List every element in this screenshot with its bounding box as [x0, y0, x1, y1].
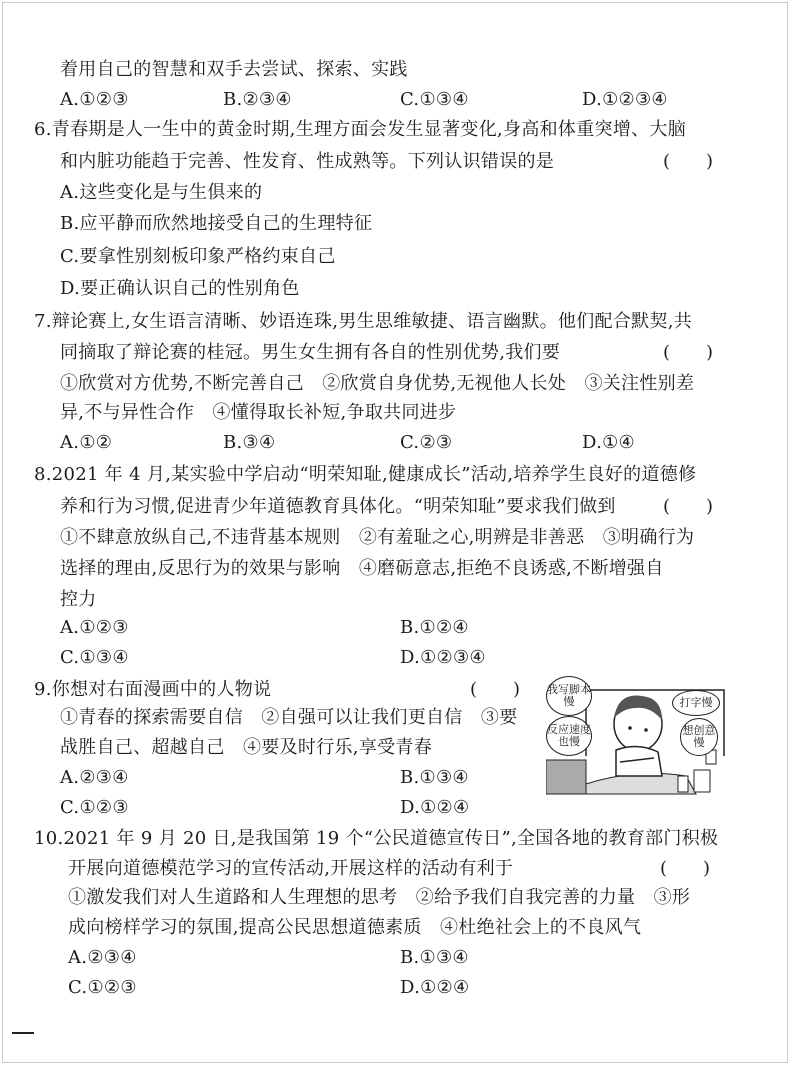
q6-option-d: D.要正确认识自己的性别角色: [60, 278, 300, 299]
q8-statements-line3: 控力: [60, 589, 97, 610]
q9-answer-bracket: ( ): [470, 679, 521, 700]
q8-option-d: D.①②③④: [400, 647, 486, 668]
q10-option-a: A.②③④: [68, 947, 137, 968]
q10-answer-bracket: ( ): [660, 858, 711, 879]
q8-stem-line1: 8.2021 年 4 月,某实验中学启动“明荣知耻,健康成长”活动,培养学生良好的道德修: [34, 464, 697, 485]
q8-statements-line1: ①不肆意放纵自己,不违背基本规则 ②有羞耻之心,明辨是非善恶 ③明确行为: [60, 527, 695, 548]
option-d: D.①②③④: [582, 89, 668, 110]
q9-option-b: B.①③④: [400, 767, 469, 788]
q10-stem-line2: 开展向道德模范学习的宣传活动,开展这样的活动有利于: [68, 858, 514, 879]
q9-statements-line1: ①青春的探索需要自信 ②自强可以让我们更自信 ③要: [60, 707, 518, 728]
q10-statements-line1: ①激发我们对人生道路和人生理想的思考 ②给予我们自我完善的力量 ③形: [68, 887, 691, 908]
q6-stem-line2: 和内脏功能趋于完善、性发育、性成熟等。下列认识错误的是: [60, 151, 555, 172]
q8-option-b: B.①②④: [400, 617, 469, 638]
speech-bubble: 反应速度也慢: [546, 716, 592, 756]
q9-option-a: A.②③④: [60, 767, 129, 788]
option-c: C.①③④: [400, 89, 469, 110]
q8-stem-line2: 养和行为习惯,促进青少年道德教育具体化。“明荣知耻”要求我们做到: [60, 496, 616, 517]
q10-stem-line1: 10.2021 年 9 月 20 日,是我国第 19 个“公民道德宣传日”,全国各地的教育部门积极: [34, 828, 719, 849]
q10-option-c: C.①②③: [68, 977, 137, 998]
q6-option-a: A.这些变化是与生俱来的: [60, 182, 263, 203]
q6-answer-bracket: ( ): [663, 151, 714, 172]
q9-statements-line2: 战胜自己、超越自己 ④要及时行乐,享受青春: [60, 737, 433, 758]
question-text: 着用自己的智慧和双手去尝试、探索、实践: [60, 59, 408, 80]
q8-option-a: A.①②③: [60, 617, 129, 638]
q7-stem-line2: 同摘取了辩论赛的桂冠。男生女生拥有各自的性别优势,我们要: [60, 342, 561, 363]
q9-stem: 9.你想对右面漫画中的人物说: [34, 679, 272, 700]
q7-answer-bracket: ( ): [663, 342, 714, 363]
q10-option-b: B.①③④: [400, 947, 469, 968]
q9-option-c: C.①②③: [60, 797, 129, 818]
q6-option-b: B.应平静而欣然地接受自己的生理特征: [60, 213, 373, 234]
q7-stem-line1: 7.辩论赛上,女生语言清晰、妙语连珠,男生思维敏捷、语言幽默。他们配合默契,共: [34, 311, 693, 332]
q8-statements-line2: 选择的理由,反思行为的效果与影响 ④磨砺意志,拒绝不良诱惑,不断增强自: [60, 558, 664, 579]
option-b: B.②③④: [223, 89, 292, 110]
q8-option-c: C.①③④: [60, 647, 129, 668]
q7-statements-line1: ①欣赏对方优势,不断完善自己 ②欣赏自身优势,无视他人长处 ③关注性别差: [60, 373, 695, 394]
q7-option-d: D.①④: [582, 432, 635, 453]
q7-statements-line2: 异,不与异性合作 ④懂得取长补短,争取共同进步: [60, 402, 457, 423]
option-a: A.①②③: [60, 89, 129, 110]
q6-option-c: C.要拿性别刻板印象严格约束自己: [60, 246, 336, 267]
speech-bubble: 想创意慢: [680, 718, 718, 756]
q7-option-c: C.②③: [400, 432, 453, 453]
q7-option-a: A.①②: [60, 432, 113, 453]
speech-bubble: 打字慢: [672, 690, 720, 716]
q7-option-b: B.③④: [223, 432, 276, 453]
q8-answer-bracket: ( ): [663, 496, 714, 517]
q6-stem-line1: 6.青春期是人一生中的黄金时期,生理方面会发生显著变化,身高和体重突增、大脑: [34, 119, 687, 140]
speech-bubble: 我写脚本慢: [546, 676, 592, 716]
page-margin-mark: [12, 1032, 34, 1034]
q9-option-d: D.①②④: [400, 797, 470, 818]
cartoon-illustration: [546, 676, 728, 796]
q10-option-d: D.①②④: [400, 977, 470, 998]
q10-statements-line2: 成向榜样学习的氛围,提高公民思想道德素质 ④杜绝社会上的不良风气: [68, 917, 642, 938]
